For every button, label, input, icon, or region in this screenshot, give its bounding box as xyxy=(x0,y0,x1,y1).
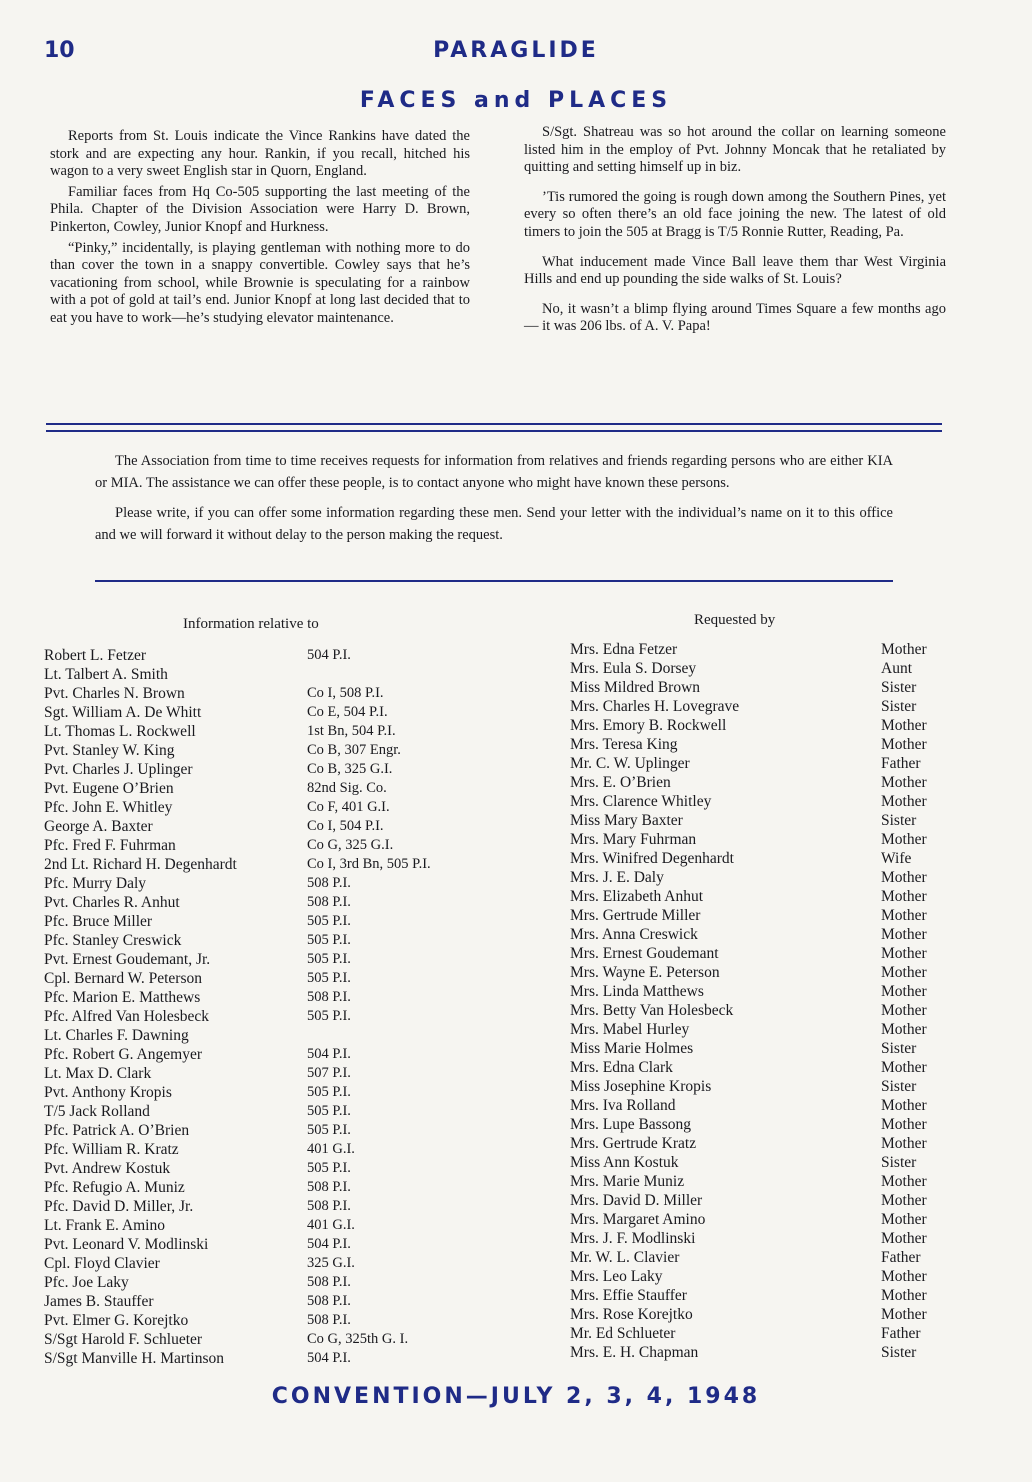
requester-relation: Mother xyxy=(881,1173,927,1190)
requester-relation: Mother xyxy=(881,1230,927,1247)
requester-relation: Mother xyxy=(881,717,927,734)
person-unit: Co I, 504 P.I. xyxy=(307,818,384,834)
person-unit: Co F, 401 G.I. xyxy=(307,799,390,815)
requester-name: Miss Ann Kostuk xyxy=(570,1154,679,1171)
person-row xyxy=(44,1216,524,1235)
requester-name: Mrs. Mabel Hurley xyxy=(570,1021,690,1038)
person-name: Pfc. Refugio A. Muniz xyxy=(44,1179,185,1196)
requester-name: Mrs. Teresa King xyxy=(570,736,678,753)
requester-name: Mrs. Edna Fetzer xyxy=(570,641,678,658)
person-name: Pvt. Eugene O’Brien xyxy=(44,780,174,797)
right-column xyxy=(524,124,946,348)
person-name: Pfc. Patrick A. O’Brien xyxy=(44,1122,190,1139)
requester-relation: Father xyxy=(881,755,921,772)
left-column xyxy=(50,128,470,331)
person-row xyxy=(44,912,524,931)
requester-name: Mrs. Eula S. Dorsey xyxy=(570,660,697,677)
requester-row xyxy=(570,1077,970,1096)
requester-relation: Father xyxy=(881,1325,921,1342)
requester-name: Miss Mary Baxter xyxy=(570,812,683,829)
person-name: S/Sgt Manville H. Martinson xyxy=(44,1350,224,1367)
person-unit: Co B, 325 G.I. xyxy=(307,761,393,777)
requester-row xyxy=(570,963,970,982)
left-table-header: Information relative to xyxy=(183,616,319,632)
requester-relation: Mother xyxy=(881,1306,927,1323)
person-name: Pvt. Andrew Kostuk xyxy=(44,1160,171,1177)
right-paragraph: What inducement made Vince Ball leave them thar West Virginia Hills and end up pounding the side walks of St. Louis? xyxy=(524,253,946,288)
requester-row xyxy=(570,925,970,944)
requester-relation: Sister xyxy=(881,679,917,696)
person-name: Lt. Charles F. Dawning xyxy=(44,1027,189,1044)
person-unit: 508 P.I. xyxy=(307,1179,351,1195)
person-row xyxy=(44,665,524,684)
requester-row xyxy=(570,659,970,678)
requester-name: Mrs. E. H. Chapman xyxy=(570,1344,699,1361)
person-unit: Co I, 3rd Bn, 505 P.I. xyxy=(307,856,431,872)
requester-row xyxy=(570,1153,970,1172)
person-row xyxy=(44,988,524,1007)
requester-relation: Mother xyxy=(881,983,927,1000)
requester-row xyxy=(570,1001,970,1020)
person-unit: 508 P.I. xyxy=(307,1312,351,1328)
person-row xyxy=(44,1292,524,1311)
requester-row xyxy=(570,1210,970,1229)
requester-name: Mrs. Edna Clark xyxy=(570,1059,673,1076)
requester-row xyxy=(570,1305,970,1324)
requester-relation: Mother xyxy=(881,926,927,943)
requester-name: Mrs. Wayne E. Peterson xyxy=(570,964,720,981)
person-name: Lt. Talbert A. Smith xyxy=(44,666,168,683)
person-name: Pvt. Stanley W. King xyxy=(44,742,175,759)
requester-row xyxy=(570,887,970,906)
person-row xyxy=(44,779,524,798)
requester-name: Mrs. Linda Matthews xyxy=(570,983,704,1000)
requester-name: Mrs. Margaret Amino xyxy=(570,1211,706,1228)
publication-title: PARAGLIDE xyxy=(433,38,599,63)
left-paragraph: Reports from St. Louis indicate the Vince Rankins have dated the stork and are expecting any hour. Rankin, if you recall, hitched his wagon to a very sweet English star in Quorn, England. xyxy=(50,128,470,180)
requester-relation: Mother xyxy=(881,641,927,658)
right-table-header: Requested by xyxy=(694,612,776,628)
person-unit: Co B, 307 Engr. xyxy=(307,742,401,758)
requester-row xyxy=(570,792,970,811)
person-unit: 504 P.I. xyxy=(307,1236,351,1252)
requester-relation: Mother xyxy=(881,907,927,924)
person-name: Pvt. Charles R. Anhut xyxy=(44,894,180,911)
right-paragraph: ’Tis rumored the going is rough down among the Southern Pines, yet every so often there’s an old face joining the new. The latest of old timers to join the 505 at Bragg is T/5 Ronnie Rutter, Reading, Pa. xyxy=(524,188,946,240)
requester-relation: Sister xyxy=(881,1078,917,1095)
right-paragraph: No, it wasn’t a blimp flying around Times Square a few months ago — it was 206 lbs. of A. V. Papa! xyxy=(524,300,946,335)
person-row xyxy=(44,1330,524,1349)
requester-row xyxy=(570,773,970,792)
person-unit: 508 P.I. xyxy=(307,989,351,1005)
person-name: Lt. Frank E. Amino xyxy=(44,1217,165,1234)
person-unit: 508 P.I. xyxy=(307,1198,351,1214)
person-unit: Co I, 508 P.I. xyxy=(307,685,384,701)
person-unit: 508 P.I. xyxy=(307,1293,351,1309)
requester-relation: Mother xyxy=(881,1116,927,1133)
person-name: Pfc. David D. Miller, Jr. xyxy=(44,1198,194,1215)
requester-row xyxy=(570,1020,970,1039)
person-name: Sgt. William A. De Whitt xyxy=(44,704,202,721)
person-name: Pfc. Joe Laky xyxy=(44,1274,129,1291)
person-name: Pvt. Anthony Kropis xyxy=(44,1084,172,1101)
person-unit: 507 P.I. xyxy=(307,1065,351,1081)
requester-row xyxy=(570,1172,970,1191)
person-row xyxy=(44,1311,524,1330)
requester-name: Miss Mildred Brown xyxy=(570,679,701,696)
requester-name: Mrs. Charles H. Lovegrave xyxy=(570,698,740,715)
person-row xyxy=(44,798,524,817)
person-unit: 505 P.I. xyxy=(307,1160,351,1176)
person-row xyxy=(44,1083,524,1102)
divider-rule xyxy=(46,423,942,425)
requester-row xyxy=(570,1134,970,1153)
person-name: Pvt. Elmer G. Korejtko xyxy=(44,1312,189,1329)
person-row xyxy=(44,703,524,722)
requester-row xyxy=(570,735,970,754)
person-unit: 508 P.I. xyxy=(307,1274,351,1290)
divider-rule xyxy=(95,580,893,582)
requester-row xyxy=(570,944,970,963)
requester-row xyxy=(570,640,970,659)
left-paragraph: Familiar faces from Hq Co-505 supporting the last meeting of the Phila. Chapter of the Division Association were Harry D. Brown, Pinkerton, Cowley, Junior Knopf and Hurkness. xyxy=(50,183,470,235)
requester-relation: Sister xyxy=(881,812,917,829)
person-name: Pvt. Charles J. Uplinger xyxy=(44,761,193,778)
requester-row xyxy=(570,868,970,887)
person-row xyxy=(44,722,524,741)
person-row xyxy=(44,1121,524,1140)
requester-row xyxy=(570,1248,970,1267)
person-name: Lt. Thomas L. Rockwell xyxy=(44,723,196,740)
requester-relation: Wife xyxy=(881,850,912,867)
right-paragraph: S/Sgt. Shatreau was so hot around the collar on learning someone listed him in the employ of Pvt. Johnny Moncak that he retaliated by quitting and setting himself up in biz. xyxy=(524,124,946,176)
requester-row xyxy=(570,1096,970,1115)
requester-name: Mrs. Rose Korejtko xyxy=(570,1306,693,1323)
person-unit: 1st Bn, 504 P.I. xyxy=(307,723,396,739)
person-row xyxy=(44,931,524,950)
requesters-list xyxy=(570,640,970,1362)
person-row xyxy=(44,1235,524,1254)
person-unit: 505 P.I. xyxy=(307,951,351,967)
person-row xyxy=(44,1178,524,1197)
person-unit: Co G, 325th G. I. xyxy=(307,1331,409,1347)
person-unit: 505 P.I. xyxy=(307,932,351,948)
requester-name: Mrs. Anna Creswick xyxy=(570,926,698,943)
requester-row xyxy=(570,1324,970,1343)
requester-relation: Mother xyxy=(881,1192,927,1209)
section-title: FACES and PLACES xyxy=(359,88,673,113)
requester-relation: Mother xyxy=(881,1059,927,1076)
requester-row xyxy=(570,1058,970,1077)
person-row xyxy=(44,817,524,836)
person-name: S/Sgt Harold F. Schlueter xyxy=(44,1331,203,1348)
requester-relation: Mother xyxy=(881,831,927,848)
person-unit: 401 G.I. xyxy=(307,1217,355,1233)
requester-relation: Sister xyxy=(881,1344,917,1361)
requester-row xyxy=(570,830,970,849)
requester-relation: Aunt xyxy=(881,660,912,677)
requester-name: Mrs. Leo Laky xyxy=(570,1268,663,1285)
requester-row xyxy=(570,1039,970,1058)
requester-name: Mr. C. W. Uplinger xyxy=(570,755,690,772)
requester-relation: Mother xyxy=(881,1002,927,1019)
requester-name: Mrs. Marie Muniz xyxy=(570,1173,685,1190)
person-row xyxy=(44,950,524,969)
person-name: 2nd Lt. Richard H. Degenhardt xyxy=(44,856,237,873)
person-name: Cpl. Floyd Clavier xyxy=(44,1255,160,1272)
person-name: Pvt. Charles N. Brown xyxy=(44,685,185,702)
person-row xyxy=(44,1349,524,1368)
requester-name: Miss Josephine Kropis xyxy=(570,1078,712,1095)
person-unit: 505 P.I. xyxy=(307,1008,351,1024)
requester-name: Mrs. Gertrude Miller xyxy=(570,907,701,924)
person-row xyxy=(44,855,524,874)
person-name: George A. Baxter xyxy=(44,818,153,835)
person-row xyxy=(44,893,524,912)
requester-relation: Mother xyxy=(881,1287,927,1304)
requester-relation: Mother xyxy=(881,774,927,791)
requester-name: Mrs. Mary Fuhrman xyxy=(570,831,697,848)
requester-name: Miss Marie Holmes xyxy=(570,1040,694,1057)
person-unit: 82nd Sig. Co. xyxy=(307,780,387,796)
requester-relation: Sister xyxy=(881,698,917,715)
person-row xyxy=(44,1064,524,1083)
person-unit: 505 P.I. xyxy=(307,1122,351,1138)
requester-name: Mrs. Emory B. Rockwell xyxy=(570,717,727,734)
requester-row xyxy=(570,982,970,1001)
requester-name: Mrs. Gertrude Kratz xyxy=(570,1135,697,1152)
requester-name: Mrs. Ernest Goudemant xyxy=(570,945,719,962)
left-paragraph: “Pinky,” incidentally, is playing gentleman with nothing more to do than cover the town in a snappy convertible. Cowley says that he’s vacationing from school, while Brownie is speculating for a rainbow with a pot of gold at tail’s end. Junior Knopf at long last decided that to eat you have to work—he’s studying elevator maintenance. xyxy=(50,239,470,326)
person-unit: 505 P.I. xyxy=(307,913,351,929)
requester-name: Mrs. Clarence Whitley xyxy=(570,793,712,810)
notice-paragraph: The Association from time to time receives requests for information from relatives and friends regarding persons who are either KIA or MIA. The assistance we can offer these people, is to contact anyone who might have known these persons. xyxy=(95,453,893,491)
person-unit: 508 P.I. xyxy=(307,875,351,891)
person-row xyxy=(44,741,524,760)
requester-name: Mrs. Winifred Degenhardt xyxy=(570,850,734,867)
requester-row xyxy=(570,1343,970,1362)
requester-row xyxy=(570,1229,970,1248)
requester-row xyxy=(570,754,970,773)
person-name: Pfc. Robert G. Angemyer xyxy=(44,1046,202,1063)
requester-relation: Mother xyxy=(881,964,927,981)
requester-name: Mrs. David D. Miller xyxy=(570,1192,703,1209)
divider-rule xyxy=(46,430,942,432)
requester-relation: Sister xyxy=(881,1154,917,1171)
requester-name: Mrs. Lupe Bassong xyxy=(570,1116,691,1133)
requester-row xyxy=(570,678,970,697)
requester-relation: Mother xyxy=(881,793,927,810)
person-name: Robert L. Fetzer xyxy=(44,647,147,664)
person-name: Pfc. Stanley Creswick xyxy=(44,932,182,949)
person-row xyxy=(44,1273,524,1292)
requester-row xyxy=(570,1286,970,1305)
requester-relation: Mother xyxy=(881,945,927,962)
person-name: T/5 Jack Rolland xyxy=(44,1103,150,1120)
person-name: Pfc. Marion E. Matthews xyxy=(44,989,201,1006)
person-row xyxy=(44,1140,524,1159)
requester-relation: Father xyxy=(881,1249,921,1266)
requester-name: Mrs. Iva Rolland xyxy=(570,1097,676,1114)
requester-name: Mrs. J. E. Daly xyxy=(570,869,664,886)
person-name: Pfc. Alfred Van Holesbeck xyxy=(44,1008,210,1025)
requester-row xyxy=(570,716,970,735)
person-unit: 505 P.I. xyxy=(307,1084,351,1100)
person-unit: 504 P.I. xyxy=(307,1046,351,1062)
person-unit: 505 P.I. xyxy=(307,970,351,986)
person-row xyxy=(44,1026,524,1045)
person-row xyxy=(44,836,524,855)
notice-paragraph: Please write, if you can offer some information regarding these men. Send your letter with the individual’s name on it to this office and we will forward it without delay to the person making the request. xyxy=(95,505,893,543)
requester-row xyxy=(570,1267,970,1286)
requester-relation: Mother xyxy=(881,736,927,753)
requester-relation: Mother xyxy=(881,1211,927,1228)
person-row xyxy=(44,874,524,893)
person-row xyxy=(44,1045,524,1064)
requester-relation: Mother xyxy=(881,1021,927,1038)
person-unit: 505 P.I. xyxy=(307,1103,351,1119)
requester-relation: Mother xyxy=(881,869,927,886)
requester-name: Mrs. Elizabeth Anhut xyxy=(570,888,704,905)
person-name: Lt. Max D. Clark xyxy=(44,1065,152,1082)
convention-footer: CONVENTION—JULY 2, 3, 4, 1948 xyxy=(271,1384,761,1409)
person-row xyxy=(44,1102,524,1121)
person-unit: Co E, 504 P.I. xyxy=(307,704,388,720)
requester-relation: Mother xyxy=(881,888,927,905)
requester-row xyxy=(570,1191,970,1210)
person-row xyxy=(44,684,524,703)
requester-row xyxy=(570,811,970,830)
requester-name: Mrs. E. O’Brien xyxy=(570,774,671,791)
requester-relation: Sister xyxy=(881,1040,917,1057)
person-row xyxy=(44,1159,524,1178)
requester-row xyxy=(570,697,970,716)
person-unit: Co G, 325 G.I. xyxy=(307,837,394,853)
person-name: Pvt. Leonard V. Modlinski xyxy=(44,1236,209,1253)
person-name: Cpl. Bernard W. Peterson xyxy=(44,970,202,987)
person-row xyxy=(44,969,524,988)
person-row xyxy=(44,760,524,779)
requester-name: Mr. Ed Schlueter xyxy=(570,1325,676,1342)
person-unit: 401 G.I. xyxy=(307,1141,355,1157)
person-name: Pfc. Fred F. Fuhrman xyxy=(44,837,176,854)
requester-name: Mrs. Effie Stauffer xyxy=(570,1287,687,1304)
requester-name: Mr. W. L. Clavier xyxy=(570,1249,680,1266)
person-name: Pfc. William R. Kratz xyxy=(44,1141,179,1158)
person-row xyxy=(44,1007,524,1026)
person-row xyxy=(44,1197,524,1216)
request-notice xyxy=(95,450,893,554)
requester-relation: Mother xyxy=(881,1135,927,1152)
person-unit: 325 G.I. xyxy=(307,1255,355,1271)
person-name: James B. Stauffer xyxy=(44,1293,154,1310)
person-row xyxy=(44,1254,524,1273)
person-row xyxy=(44,646,524,665)
person-unit: 504 P.I. xyxy=(307,1350,351,1366)
person-name: Pfc. Bruce Miller xyxy=(44,913,153,930)
page-number: 10 xyxy=(44,38,75,63)
requester-relation: Mother xyxy=(881,1268,927,1285)
persons-list xyxy=(44,646,524,1368)
requester-row xyxy=(570,906,970,925)
person-unit: 508 P.I. xyxy=(307,894,351,910)
requester-relation: Mother xyxy=(881,1097,927,1114)
person-name: Pfc. Murry Daly xyxy=(44,875,147,892)
person-name: Pfc. John E. Whitley xyxy=(44,799,173,816)
requester-name: Mrs. Betty Van Holesbeck xyxy=(570,1002,734,1019)
person-unit: 504 P.I. xyxy=(307,647,351,663)
requester-row xyxy=(570,849,970,868)
requester-row xyxy=(570,1115,970,1134)
person-name: Pvt. Ernest Goudemant, Jr. xyxy=(44,951,211,968)
requester-name: Mrs. J. F. Modlinski xyxy=(570,1230,696,1247)
